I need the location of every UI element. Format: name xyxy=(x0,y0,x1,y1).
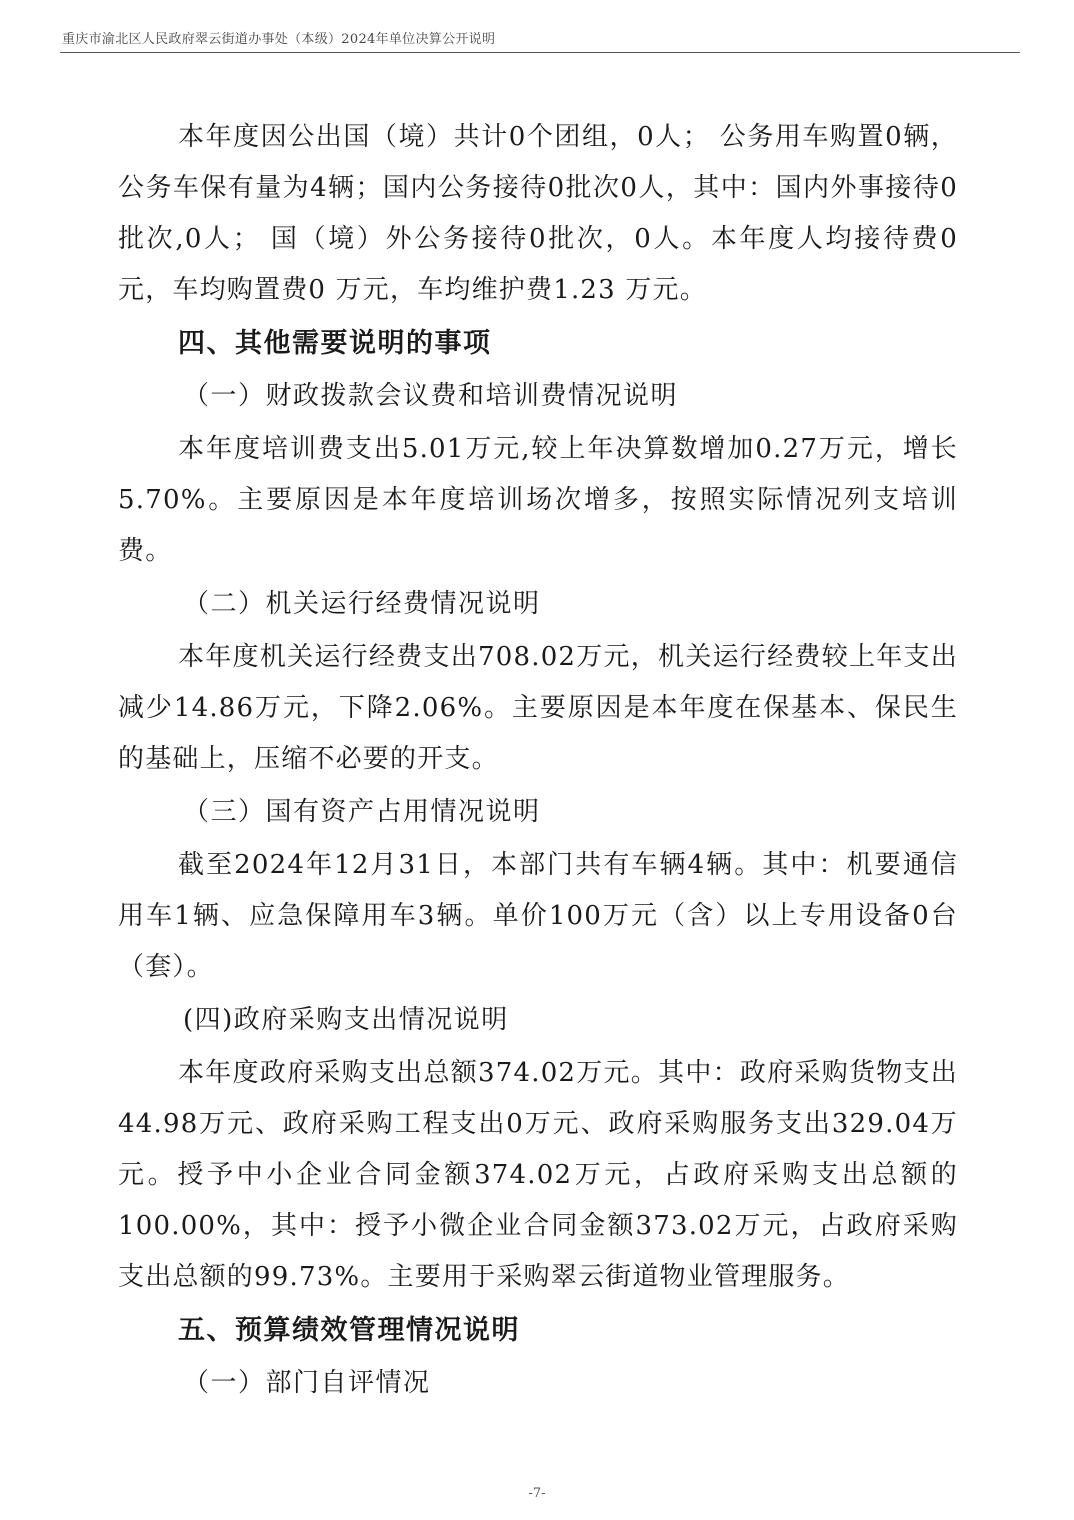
paragraph-official-reception: 本年度因公出国（境）共计0个团组，0人； 公务用车购置0辆，公务车保有量为4辆；国内公务接待0批次0人，其中：国内外事接待0批次,0人； 国（境）外公务接待0批次，0人。本年度人均接待费0元，车均购置费0 万元，车均维护费1.23 万元。 xyxy=(118,122,958,305)
subheading-self-evaluation: （一）部门自评情况 xyxy=(183,1368,431,1398)
subheading-operating-expenses: （二）机关运行经费情况说明 xyxy=(183,589,541,619)
page-header xyxy=(60,24,1020,53)
page-number: -7- xyxy=(528,1486,546,1501)
section-heading-performance: 五、预算绩效管理情况说明 xyxy=(178,1315,520,1346)
subheading-procurement: (四)政府采购支出情况说明 xyxy=(183,1005,509,1035)
document-body xyxy=(118,112,958,1411)
subheading-meeting-training: （一）财政拨款会议费和培训费情况说明 xyxy=(183,381,679,411)
paragraph-operating-expenses: 本年度机关运行经费支出708.02万元，机关运行经费较上年支出减少14.86万元，下降2.06%。主要原因是本年度在保基本、保民生的基础上，压缩不必要的开支。 xyxy=(118,642,958,774)
paragraph-training-fee: 本年度培训费支出5.01万元,较上年决算数增加0.27万元，增长5.70%。主要原因是本年度培训场次增多，按照实际情况列支培训费。 xyxy=(118,434,958,566)
paragraph-procurement: 本年度政府采购支出总额374.02万元。其中：政府采购货物支出44.98万元、政府采购工程支出0万元、政府采购服务支出329.04万元。授予中小企业合同金额374.02万元，占政府采购支出总额的100.00%，其中：授予小微企业合同金额373.02万元，占政府采购支出总额的99.73%。主要用于采购翠云街道物业管理服务。 xyxy=(118,1058,958,1292)
paragraph-state-assets: 截至2024年12月31日，本部门共有车辆4辆。其中：机要通信用车1辆、应急保障用车3辆。单价100万元（含）以上专用设备0台（套）。 xyxy=(118,850,958,982)
page-header-title: 重庆市渝北区人民政府翠云街道办事处（本级）2024年单位决算公开说明 xyxy=(62,32,496,47)
section-heading-other-matters: 四、其他需要说明的事项 xyxy=(178,328,492,359)
subheading-state-assets: （三）国有资产占用情况说明 xyxy=(183,797,541,827)
